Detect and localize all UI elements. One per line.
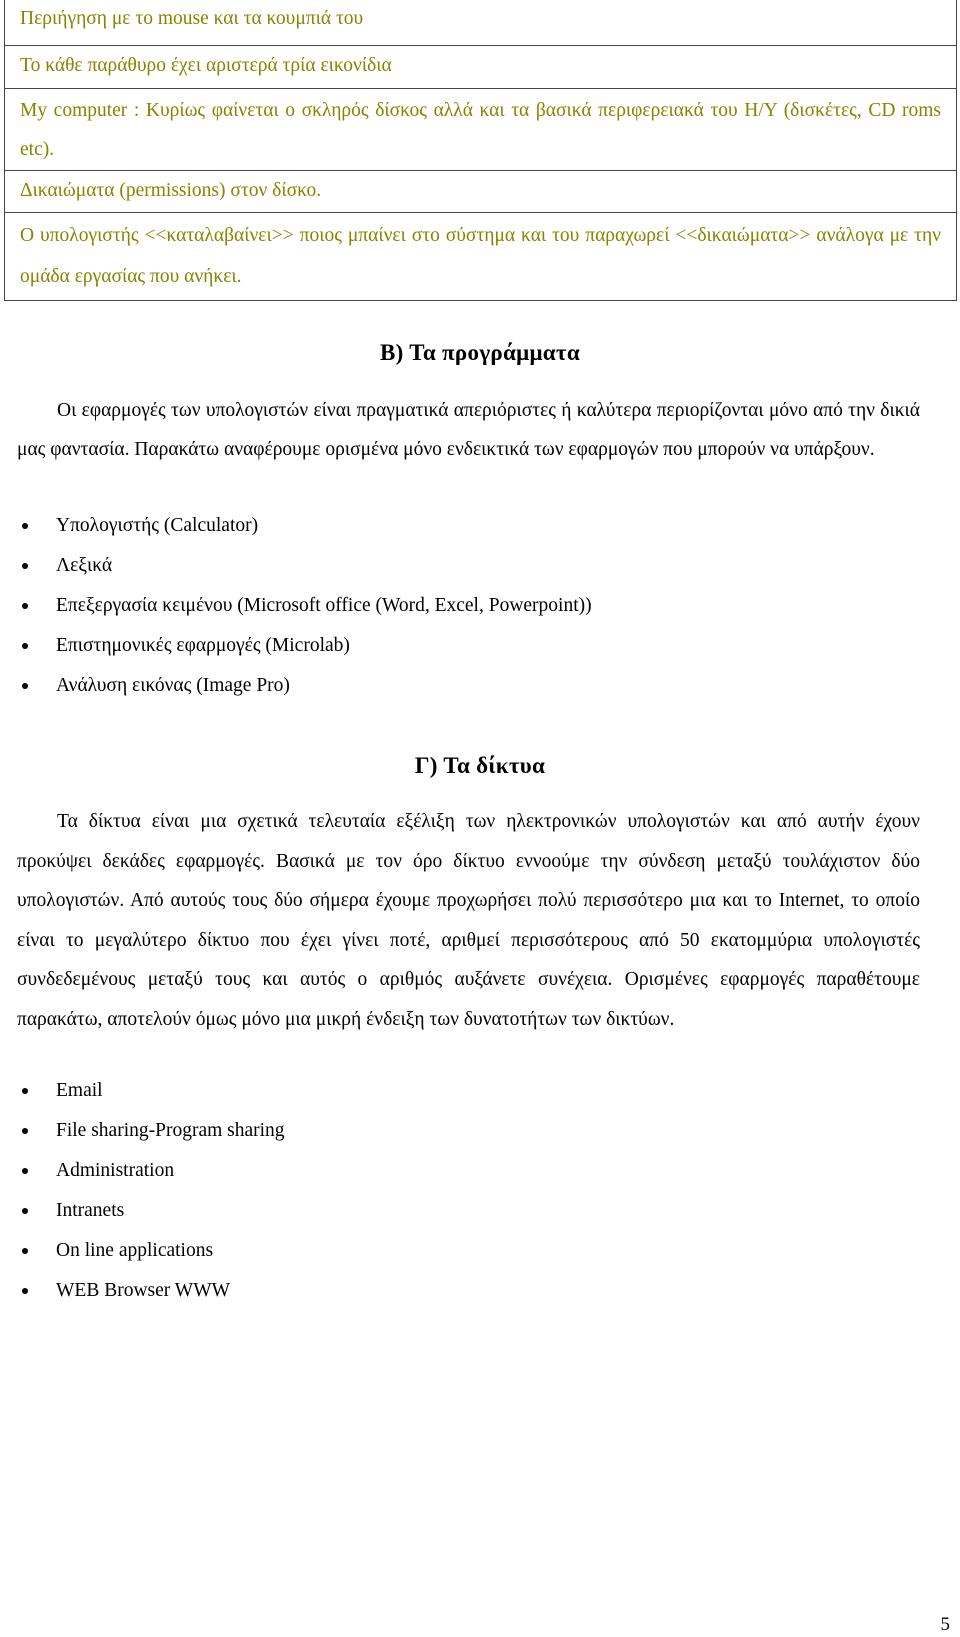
bullet-icon [22,523,28,529]
table-row: Περιήγηση με το mouse και τα κουμπιά του [20,8,364,29]
list-item [0,1071,960,1111]
bullet-icon [22,603,28,609]
list-item [0,1111,960,1151]
bullet-icon [22,683,28,689]
section-b-heading: Β) Τα προγράμματα [380,340,580,365]
bullet-icon [22,1088,28,1094]
intro-table [4,0,957,301]
list-item-label: Επεξεργασία κειμένου (Microsoft office (Word, Excel, Powerpoint)) [56,595,592,616]
list-item-label: WEB Browser WWW [56,1280,231,1301]
bullet-icon [22,643,28,649]
list-item-label: Ανάλυση εικόνας (Image Pro) [56,675,290,696]
list-item [0,626,960,666]
list-item [0,1151,960,1191]
page-number: 5 [940,1614,950,1635]
section-c-list [0,1071,960,1311]
list-item [0,1271,960,1311]
section-b-list [0,506,960,706]
list-item-label: File sharing-Program sharing [56,1120,285,1141]
list-item-label: Administration [56,1160,175,1181]
list-item-label: Intranets [56,1200,125,1221]
table-row: Το κάθε παράθυρο έχει αριστερά τρία εικονίδια [5,45,956,88]
list-item [0,586,960,626]
section-c-paragraph: Τα δίκτυα είναι μια σχετικά τελευταία εξέλιξη των ηλεκτρονικών υπολογιστών και από αυτήν έχουν προκύψει δεκάδες εφαρμογές. Βασικά με τον όρο δίκτυο εννοούμε την σύνδεση μεταξύ τουλάχιστον δύο υπολογιστών. Από αυτούς τους δύο σήμερα έχουμε προχωρήσει πολύ περισσότερο μια και το Internet, το οποίο είναι το μεγαλύτερο δίκτυο που έχει γίνει ποτέ, αριθμεί περισσότερους από 50 εκατομμύρια υπολογιστές συνδεδεμένους μεταξύ τους και αυτός ο αριθμός αυξάνετε συνέχεια. Ορισμένες εφαρμογές παραθέτουμε παρακάτω, αποτελούν όμως μόνο μια μικρή ένδειξη των δυνατοτήτων των δικτύων. [17,811,920,1030]
section-c-heading: Γ) Τα δίκτυα [414,753,546,778]
list-item-label: Υπολογιστής (Calculator) [56,515,259,536]
bullet-icon [22,1288,28,1294]
list-item-label: On line applications [56,1240,214,1261]
bullet-icon [22,563,28,569]
list-item-label: Επιστημονικές εφαρμογές (Microlab) [56,635,350,656]
section-b-paragraph: Οι εφαρμογές των υπολογιστών είναι πραγματικά απεριόριστες ή καλύτερα περιορίζονται μόνο από την δικιά μας φαντασία. Παρακάτω αναφέρουμε ορισμένα μόνο ενδεικτικά των εφαρμογών που μπορούν να υπάρξουν. [17,400,920,461]
list-item [0,666,960,706]
table-row: Ο υπολογιστής <<καταλαβαίνει>> ποιος μπαίνει στο σύστημα και του παραχωρεί <<δικαιώματα>> ανάλογα με την ομάδα εργασίας που ανήκει. [5,212,956,300]
table-row: Δικαιώματα (permissions) στον δίσκο. [5,170,956,212]
list-item-label: Λεξικά [56,555,113,576]
list-item [0,1191,960,1231]
list-item [0,506,960,546]
bullet-icon [22,1248,28,1254]
list-item [0,546,960,586]
bullet-icon [22,1128,28,1134]
bullet-icon [22,1208,28,1214]
list-item [0,1231,960,1271]
bullet-icon [22,1168,28,1174]
table-row: My computer : Κυρίως φαίνεται ο σκληρός δίσκος αλλά και τα βασικά περιφερειακά του Η/Υ (δισκέτες, CD roms etc). [5,88,956,170]
list-item-label: Email [56,1080,103,1101]
